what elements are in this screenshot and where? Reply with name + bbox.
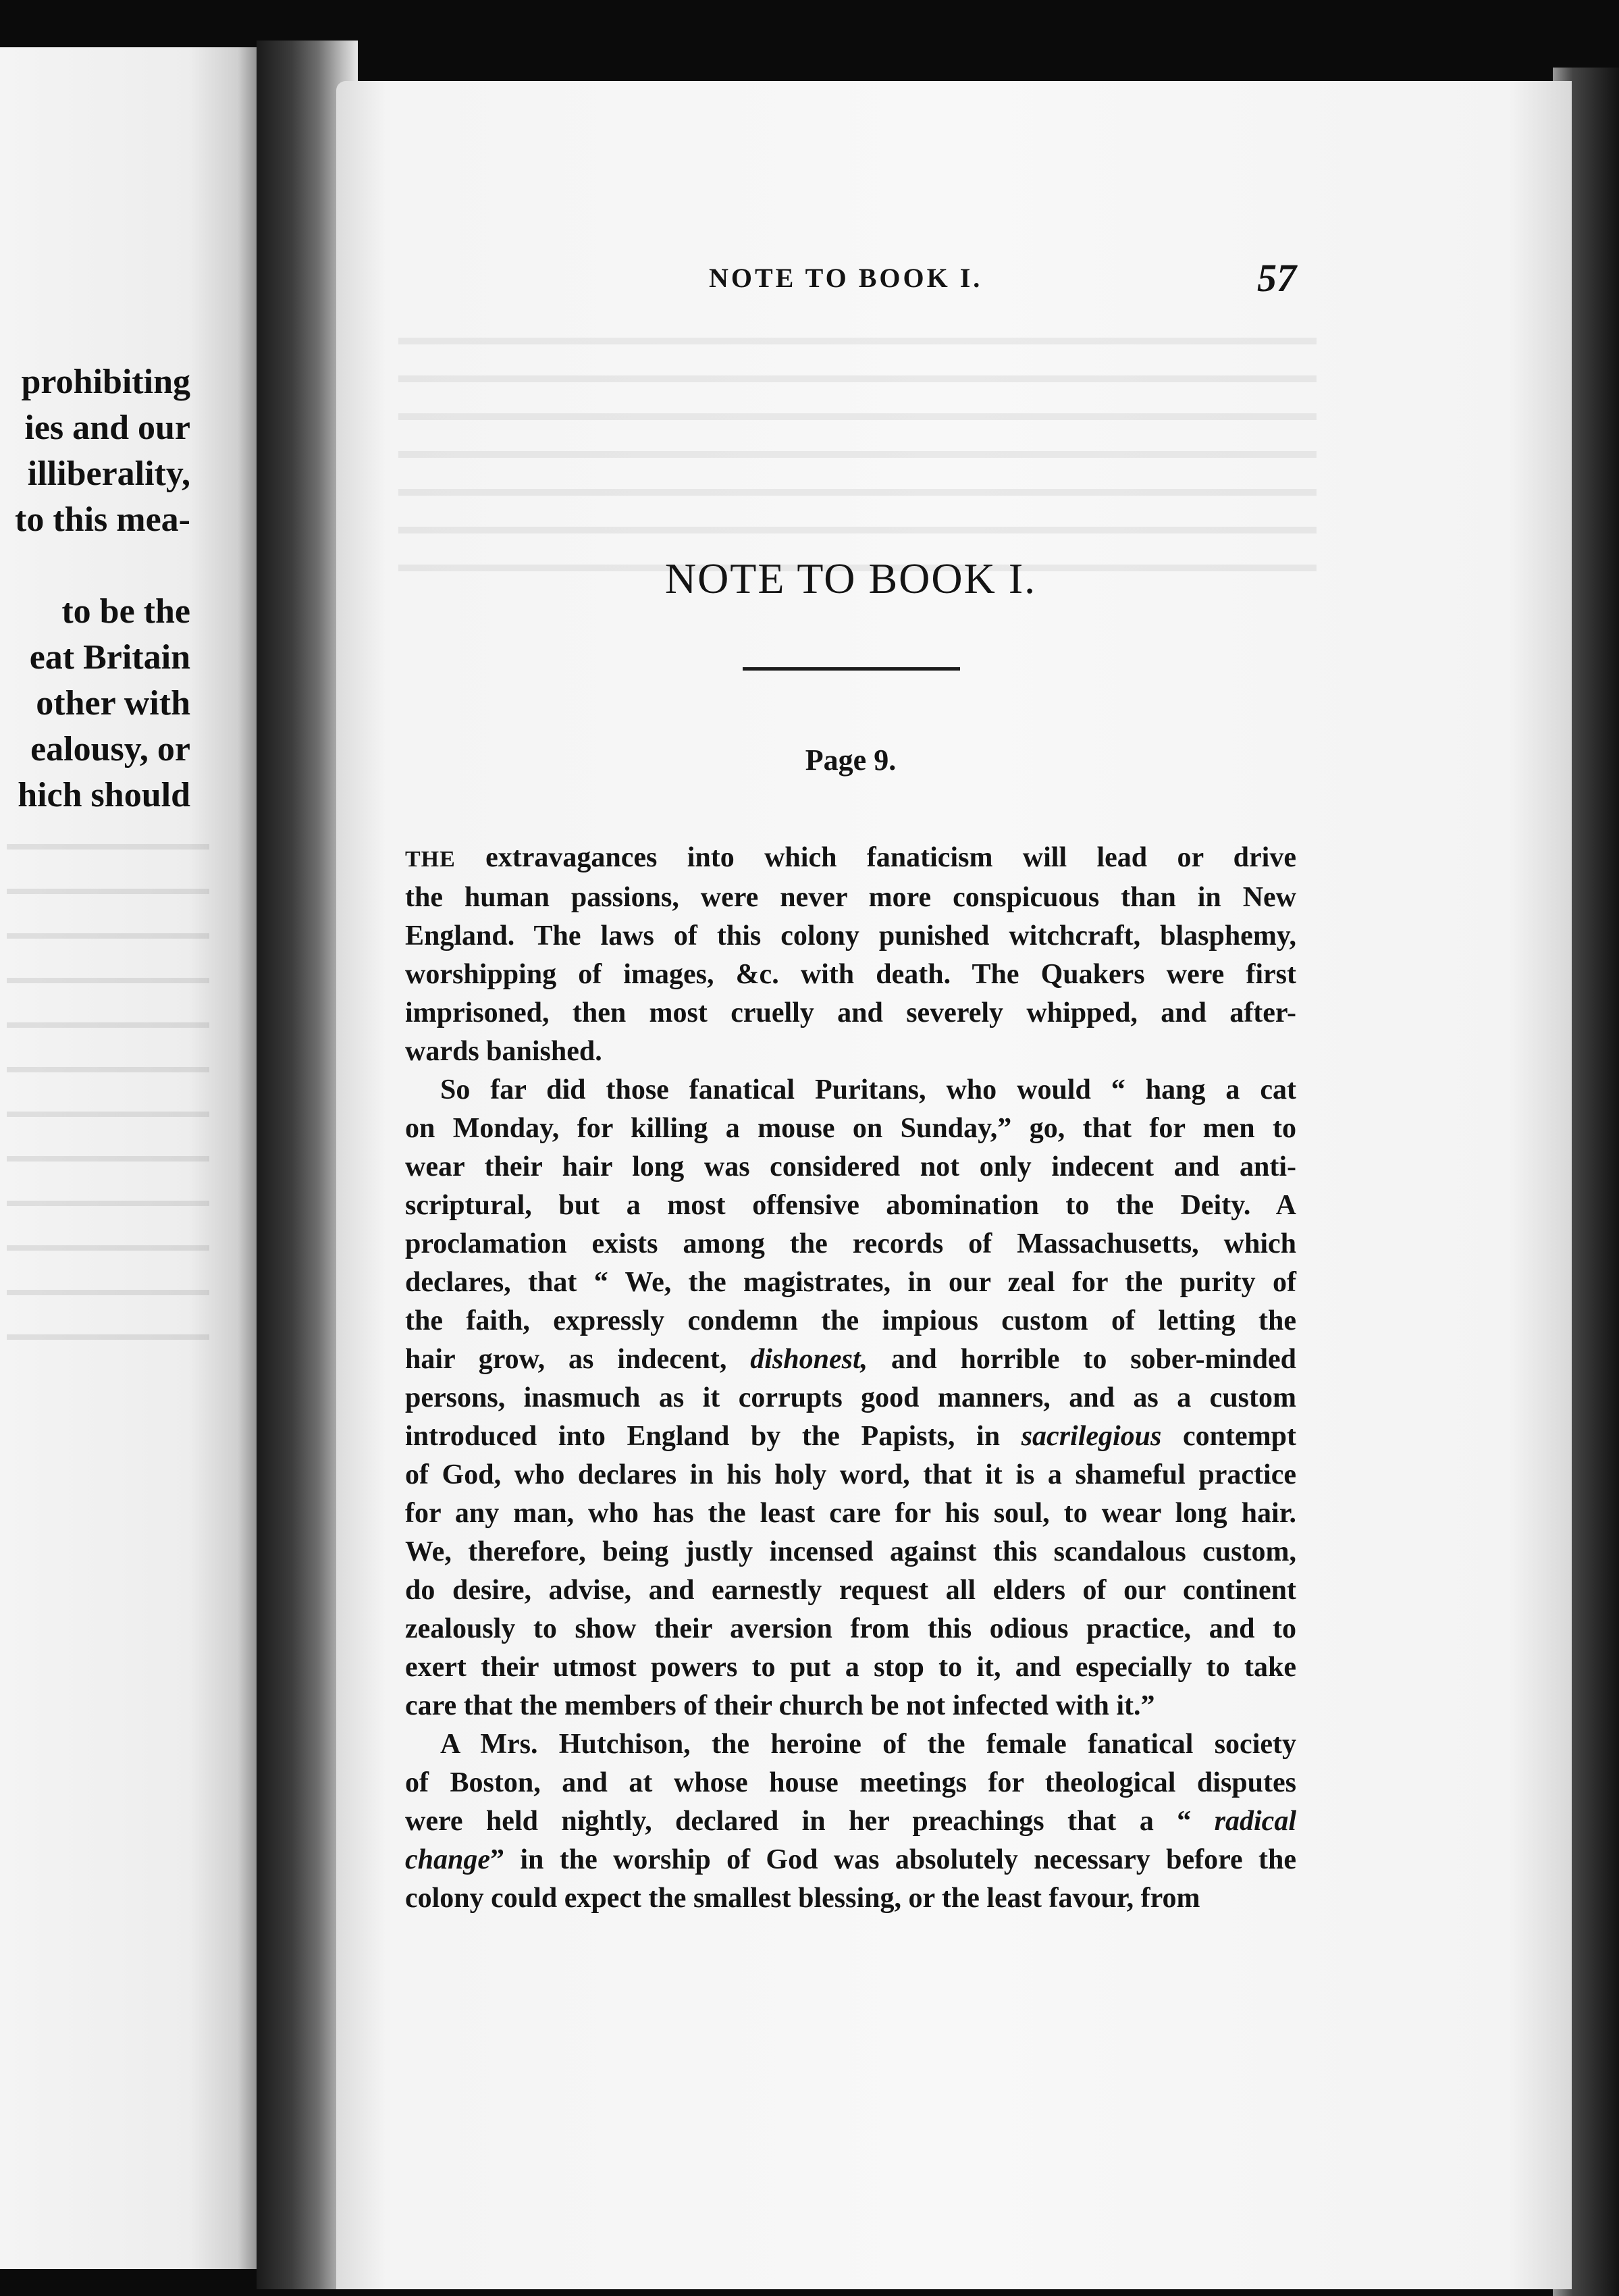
- text-line: the human passions, were never more conspicuous than in New: [405, 882, 1296, 913]
- text-line: proclamation exists among the records of Massachusetts, which: [405, 1228, 1296, 1259]
- paragraph: [405, 839, 1296, 1071]
- italic-word: change: [405, 1844, 490, 1875]
- facing-line: illiberality,: [27, 454, 190, 493]
- line-text: hair grow, as indecent,: [405, 1344, 751, 1375]
- text-line: A Mrs. Hutchison, the heroine of the female fanatical society: [440, 1729, 1296, 1760]
- text-line: do desire, advise, and earnestly request all elders of our continent: [405, 1575, 1296, 1606]
- text-line: England. The laws of this colony punished witchcraft, blasphemy,: [405, 920, 1296, 951]
- facing-line: prohibiting: [21, 363, 190, 401]
- text-line: [405, 1802, 1296, 1841]
- paragraph: [405, 1071, 1296, 1725]
- text-line: imprisoned, then most cruelly and severely whipped, and after-: [405, 997, 1296, 1028]
- text-line: worshipping of images, &c. with death. The Quakers were first: [405, 959, 1296, 990]
- text-line: [405, 1841, 1296, 1879]
- text-line: scriptural, but a most offensive abomination to the Deity. A: [405, 1190, 1296, 1221]
- line-text: extravagances into which fanaticism will lead or drive: [455, 842, 1296, 873]
- facing-page-fragment: [0, 47, 270, 2269]
- line-text: and horrible to sober-minded: [868, 1344, 1297, 1375]
- text-line: exert their utmost powers to put a stop to it, and especially to take: [405, 1652, 1296, 1683]
- text-line: of God, who declares in his holy word, that it is a shameful practice: [405, 1459, 1296, 1490]
- paragraph: [405, 1725, 1296, 1918]
- chapter-title: NOTE TO BOOK I.: [664, 554, 1037, 602]
- facing-line: eat Britain: [29, 638, 190, 677]
- text-line: the faith, expressly condemn the impious custom of letting the: [405, 1305, 1296, 1336]
- facing-line: other with: [36, 684, 190, 723]
- facing-line: hich should: [18, 776, 190, 814]
- facing-line: ealousy, or: [30, 730, 190, 768]
- line-text: were held nightly, declared in her preachings that a “: [405, 1806, 1215, 1837]
- line-text: contempt: [1161, 1421, 1296, 1452]
- facing-line: to be the: [61, 592, 190, 631]
- italic-word: sacrilegious: [1021, 1421, 1162, 1452]
- text-line: care that the members of their church be not infected with it.”: [405, 1690, 1155, 1721]
- text-line: wear their hair long was considered not only indecent and anti-: [405, 1151, 1296, 1182]
- text-line: zealously to show their aversion from this odious practice, and to: [405, 1613, 1296, 1644]
- text-line: colony could expect the smallest blessing, or the least favour, from: [405, 1883, 1200, 1914]
- line-text: ” in the worship of God was absolutely necessary before the: [490, 1844, 1296, 1875]
- text-line: persons, inasmuch as it corrupts good manners, and as a custom: [405, 1382, 1296, 1413]
- text-line: of Boston, and at whose house meetings for theological disputes: [405, 1767, 1296, 1798]
- text-line: [405, 1340, 1296, 1379]
- italic-word: radical: [1214, 1806, 1296, 1837]
- facing-line: ies and our: [24, 409, 190, 447]
- text-line: for any man, who has the least care for his soul, to wear long hair.: [405, 1498, 1296, 1529]
- text-line: on Monday, for killing a mouse on Sunday,” go, that for men to: [405, 1113, 1296, 1144]
- text-line: [405, 1417, 1296, 1456]
- page-number: 57: [1257, 256, 1296, 300]
- running-head: NOTE TO BOOK I.: [709, 263, 983, 293]
- body-text: [405, 839, 1296, 1918]
- italic-word: dishonest,: [750, 1344, 868, 1375]
- text-line: So far did those fanatical Puritans, who would “ hang a cat: [440, 1074, 1296, 1105]
- text-line: declares, that “ We, the magistrates, in our zeal for the purity of: [405, 1267, 1296, 1298]
- small-caps-word: THE: [405, 847, 456, 872]
- title-rule: [743, 667, 960, 671]
- show-through-text: [7, 844, 209, 1379]
- line-text: introduced into England by the Papists, in: [405, 1421, 1021, 1452]
- text-line: wards banished.: [405, 1036, 602, 1067]
- text-line: We, therefore, being justly incensed against this scandalous custom,: [405, 1536, 1296, 1567]
- section-subtitle: Page 9.: [805, 743, 897, 777]
- facing-line: to this mea-: [15, 500, 190, 539]
- text-line: [405, 839, 1296, 879]
